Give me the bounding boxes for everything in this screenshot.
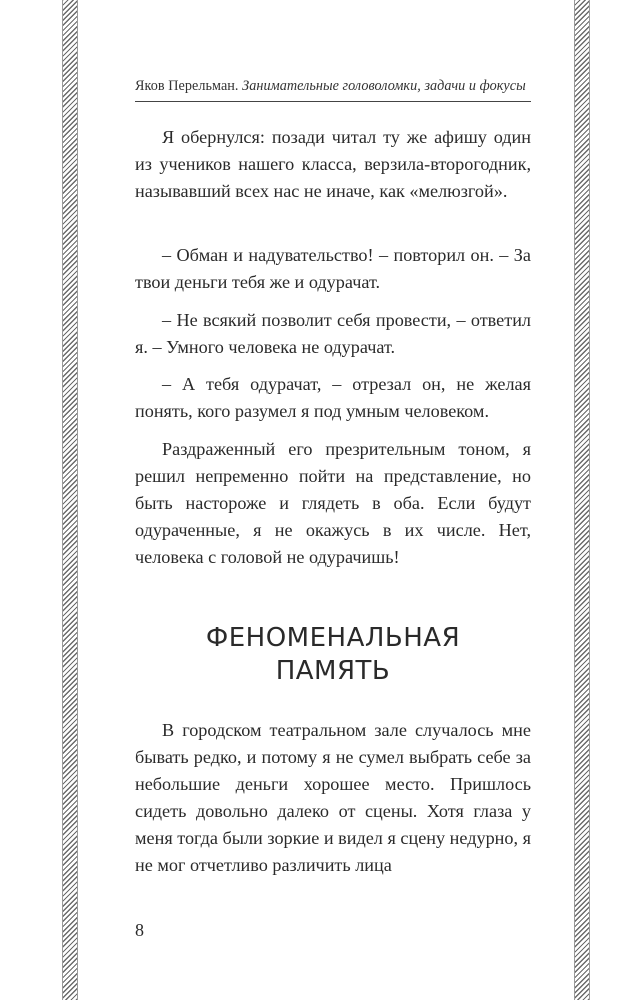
paragraph-5: Раздраженный его презрительным тоном, я решил непременно пойти на представление, но быть настороже и глядеть в оба. Если будут одураченные, я не окажусь в их числе. Нет, человека с головой не одурачишь! (135, 439, 531, 567)
paragraph-4: – А тебя одурачат, – отрезал он, не желая понять, кого разумел я под умным человеком. (135, 374, 531, 421)
right-decorative-border (574, 0, 590, 1000)
left-decorative-border (62, 0, 78, 1000)
paragraph-1: Я обернулся: позади читал ту же афишу один из учеников нашего класса, верзила-второгодник, называвший всех нас не иначе, как «мелюзгой». (135, 127, 531, 201)
header-book-title: Занимательные головоломки, задачи и фокусы (242, 78, 526, 94)
page-number: 8 (135, 920, 144, 940)
section-title-line-1: ФЕНОМЕНАЛЬНАЯ (205, 623, 461, 653)
header-divider (135, 101, 531, 102)
running-header (135, 78, 535, 95)
section-title (135, 622, 531, 688)
paragraph-6: В городском театральном зале случалось мне бывать редко, и потому я не сумел выбрать себе за небольшие деньги хорошее место. Пришлось сидеть довольно далеко от сцены. Хотя глаза у меня тогда были зоркие и видел я сцену недурно, я не мог отчетливо различить лица (135, 720, 531, 875)
section-title-line-2: ПАМЯТЬ (275, 656, 391, 686)
header-author: Яков Перельман. (135, 78, 239, 94)
paragraph-3: – Не всякий позволит себя провести, – ответил я. – Умного человека не одурачат. (135, 310, 531, 357)
paragraph-2: – Обман и надувательство! – повторил он. – За твои деньги тебя же и одурачат. (135, 245, 531, 292)
